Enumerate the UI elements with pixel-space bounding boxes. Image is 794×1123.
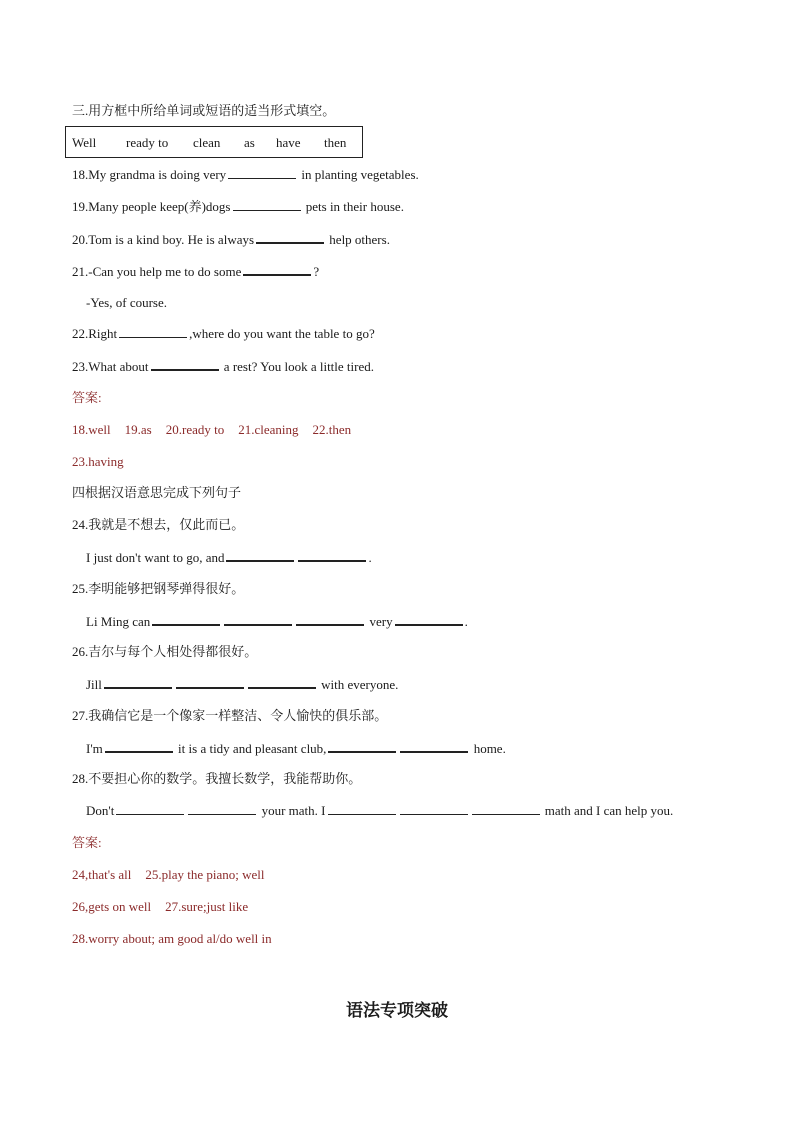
answer-blank[interactable] <box>104 675 172 689</box>
question-24-cn: 24.我就是不想去，仅此而已。 <box>72 517 245 532</box>
question-18: 18.My grandma is doing very in planting vegetables. <box>72 167 419 182</box>
answer-blank[interactable] <box>256 230 324 244</box>
answer-blank[interactable] <box>152 612 220 626</box>
answer-blank[interactable] <box>224 612 292 626</box>
answer-label: 答案: <box>72 835 102 850</box>
next-section-title: 语法专项突破 <box>346 1001 448 1020</box>
answer-blank[interactable] <box>116 802 184 815</box>
word-bank-item: then <box>324 135 347 150</box>
word-bank-item: Well <box>72 135 97 150</box>
answer-blank[interactable] <box>228 166 296 179</box>
question-25-cn: 25.李明能够把钢琴弹得很好。 <box>72 581 245 596</box>
answers-line: 18.well 19.as 20.ready to 21.cleaning 22.then <box>72 422 352 437</box>
question-22: 22.Right ,where do you want the table to go? <box>72 326 375 341</box>
question-28-en: Don't your math. I math and I can help you. <box>86 803 674 818</box>
answers-line: 28.worry about; am good al/do well in <box>72 931 272 946</box>
answer-blank[interactable] <box>472 802 540 815</box>
question-27-cn: 27.我确信它是一个像家一样整洁、令人愉快的俱乐部。 <box>72 708 388 723</box>
word-bank-item: ready to <box>126 135 169 150</box>
question-26-cn: 26.吉尔与每个人相处得都很好。 <box>72 644 258 659</box>
answer-blank[interactable] <box>226 548 294 562</box>
question-21-reply: -Yes, of course. <box>86 295 168 310</box>
answer-blank[interactable] <box>298 548 366 562</box>
question-25-en: Li Ming can very . <box>86 614 468 629</box>
question-23: 23.What about a rest? You look a little tired. <box>72 359 374 374</box>
answer-blank[interactable] <box>151 357 219 371</box>
answer-blank[interactable] <box>188 802 256 815</box>
question-19: 19.Many people keep(养)dogs pets in their house. <box>72 199 404 214</box>
answers-line: 24,that's all 25.play the piano; well <box>72 867 265 882</box>
answer-blank[interactable] <box>119 325 187 338</box>
question-27-en: I'm it is a tidy and pleasant club, home. <box>86 741 506 756</box>
answers-line: 26,gets on well 27.sure;just like <box>72 899 249 914</box>
word-bank-item: as <box>244 135 255 150</box>
answer-blank[interactable] <box>243 262 311 276</box>
answer-blank[interactable] <box>233 198 301 211</box>
answer-label: 答案: <box>72 390 102 405</box>
question-20: 20.Tom is a kind boy. He is always help others. <box>72 232 390 247</box>
answer-blank[interactable] <box>248 675 316 689</box>
answer-blank[interactable] <box>296 612 364 626</box>
answer-blank[interactable] <box>176 675 244 689</box>
question-24-en: I just don't want to go, and . <box>86 550 372 565</box>
answer-blank[interactable] <box>400 802 468 815</box>
question-28-cn: 28.不要担心你的数学。我擅长数学，我能帮助你。 <box>72 771 362 786</box>
answer-blank[interactable] <box>328 802 396 815</box>
section4-heading: 四根据汉语意思完成下列句子 <box>72 485 242 500</box>
word-bank-item: have <box>276 135 301 150</box>
question-21: 21.-Can you help me to do some ? <box>72 264 320 279</box>
answer-blank[interactable] <box>105 739 173 753</box>
answers-line: 23.having <box>72 454 124 469</box>
answer-blank[interactable] <box>328 739 396 753</box>
question-26-en: Jill with everyone. <box>86 677 399 692</box>
section3-heading: 三.用方框中所给单词或短语的适当形式填空。 <box>72 103 336 118</box>
word-bank-box <box>65 126 363 158</box>
answer-blank[interactable] <box>400 739 468 753</box>
word-bank-item: clean <box>193 135 221 150</box>
answer-blank[interactable] <box>395 612 463 626</box>
